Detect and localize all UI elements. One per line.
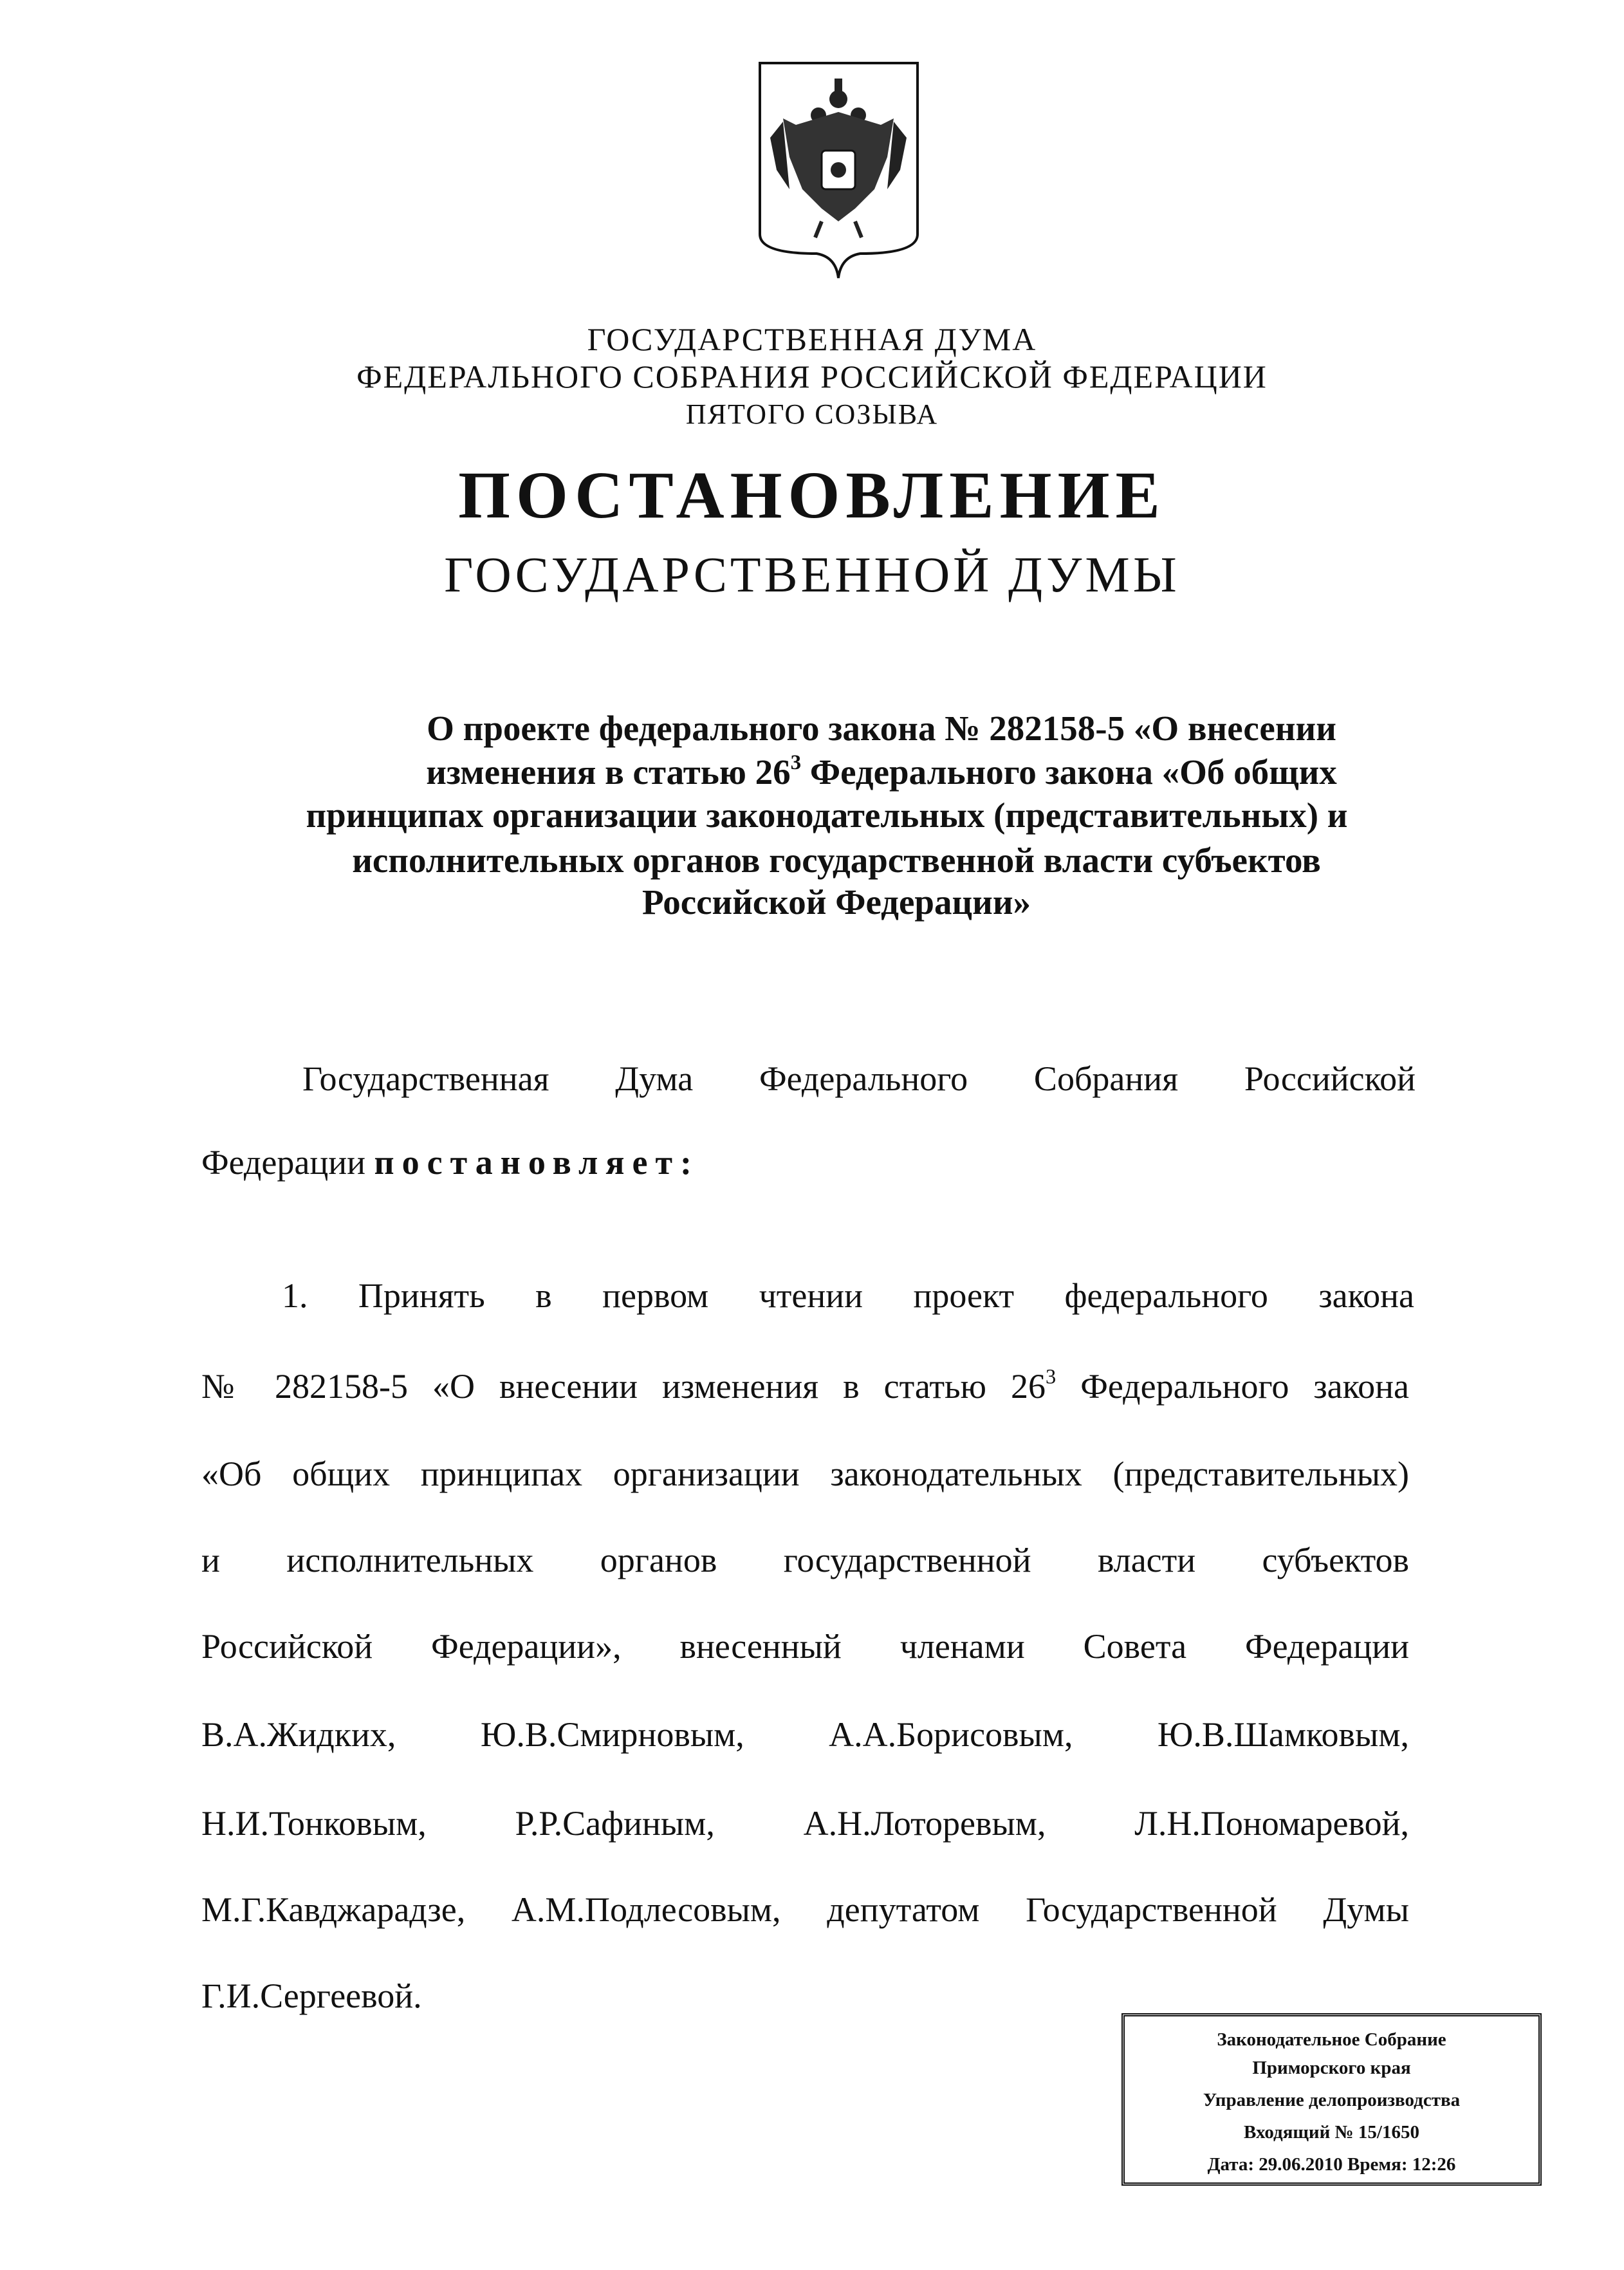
title-text: изменения в статью 26 — [426, 752, 791, 792]
preamble-text: Федерации — [201, 1143, 374, 1182]
body-line-5: Российской Федерации», внесенный членами Совета Федерации — [201, 1627, 1409, 1666]
body-line-8: М.Г.Кавджарадзе, А.М.Подлесовым, депутатом Государственной Думы — [201, 1890, 1409, 1929]
document-issuer: ГОСУДАРСТВЕННОЙ ДУМЫ — [444, 546, 1180, 602]
body-line-1: 1. Принять в первом чтении проект федерального закона — [282, 1276, 1414, 1315]
title-line-2 — [302, 752, 1461, 792]
superscript: 3 — [1046, 1365, 1057, 1389]
preamble-line-2 — [201, 1142, 1409, 1182]
body-line-7: Н.И.Тонковым, Р.Р.Сафиным, А.Н.Лоторевым, Л.Н.Пономаревой, — [201, 1804, 1409, 1843]
stamp-line-2: Приморского края — [1252, 2058, 1411, 2078]
resolves-word: постановляет: — [374, 1143, 700, 1182]
body-line-3: «Об общих принципах организации законодательных (представительных) — [201, 1455, 1409, 1493]
body-text: Федерального закона — [1056, 1367, 1409, 1406]
body-line-4: и исполнительных органов государственной власти субъектов — [201, 1541, 1409, 1579]
superscript: 3 — [790, 750, 802, 774]
header-line-1: ГОСУДАРСТВЕННАЯ ДУМА — [587, 321, 1037, 357]
stamp-line-5: Дата: 29.06.2010 Время: 12:26 — [1207, 2154, 1456, 2175]
title-text: Федерального закона «Об общих — [801, 752, 1337, 792]
body-line-2 — [201, 1366, 1409, 1406]
coat-of-arms-emblem — [757, 60, 920, 281]
body-line-9: Г.И.Сергеевой. — [201, 1977, 422, 2015]
document-type: ПОСТАНОВЛЕНИЕ — [458, 458, 1166, 532]
body-text: № 282158-5 «О внесении изменения в статью 26 — [201, 1367, 1046, 1406]
header-line-2: ФЕДЕРАЛЬНОГО СОБРАНИЯ РОССИЙСКОЙ ФЕДЕРАЦИИ — [356, 358, 1268, 395]
title-line-3: принципах организации законодательных (представительных) и — [306, 795, 1348, 835]
preamble-line-1: Государственная Дума Федерального Собрания Российской — [302, 1059, 1416, 1098]
title-line-1: О проекте федерального закона № 282158-5 «О внесении — [427, 709, 1336, 748]
stamp-line-4: Входящий № 15/1650 — [1244, 2122, 1419, 2143]
header-line-3: ПЯТОГО СОЗЫВА — [685, 398, 939, 430]
body-line-6: В.А.Жидких, Ю.В.Смирновым, А.А.Борисовым, Ю.В.Шамковым, — [201, 1715, 1409, 1754]
title-line-5: Российской Федерации» — [641, 882, 1031, 922]
incoming-registration-stamp — [1121, 2013, 1542, 2186]
stamp-line-1: Законодательное Собрание — [1217, 2029, 1446, 2050]
title-line-4: исполнительных органов государственной власти субъектов — [352, 841, 1321, 880]
stamp-line-3: Управление делопроизводства — [1203, 2090, 1461, 2110]
